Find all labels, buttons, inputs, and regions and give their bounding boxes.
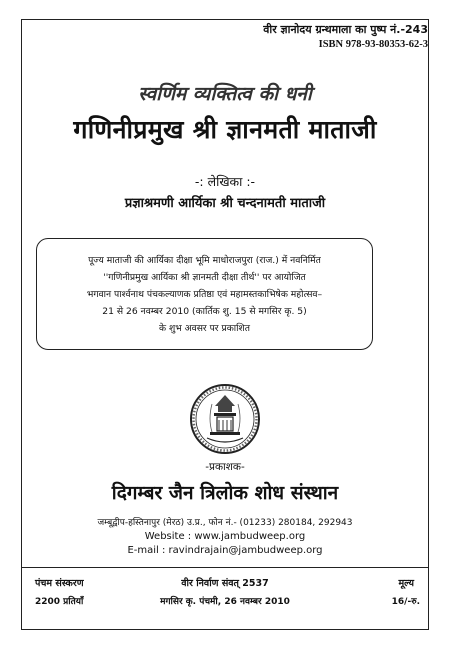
footer-divider [22,567,428,568]
email[interactable]: E-mail : ravindrajain@jambudweep.org [127,545,323,556]
series-number: वीर ज्ञानोदय ग्रन्थमाला का पुष्प नं.-243 [263,23,428,36]
era: वीर निर्वाण संवत् 2537 [181,578,269,589]
occasion-line: 21 से 26 नवम्बर 2010 (कार्तिक शु. 15 से मगसिर कृ. 5) [102,306,307,317]
author-name: प्रज्ञाश्रमणी आर्यिका श्री चन्दनामती माताजी [124,196,326,211]
occasion-box [36,238,373,350]
price: 16/-रु. [391,597,420,607]
book-title: गणिनीप्रमुख श्री ज्ञानमती माताजी [73,115,377,144]
copies: 2200 प्रतियाँ [35,597,84,607]
occasion-line: भगवान पार्श्वनाथ पंचकल्याणक प्रतिष्ठा एवं महामस्तकाभिषेक महोत्सव– [86,289,323,300]
website[interactable]: Website : www.jambudweep.org [144,531,306,542]
occasion-line: पूज्य माताजी की आर्यिका दीक्षा भूमि माधोराजपुरा (राज.) में नवनिर्मित [88,255,321,266]
publisher-address: जम्बूद्वीप-हस्तिनापुर (मेरठ) उ.प्र., फोन नं.- (01233) 280184, 292943 [97,518,353,528]
isbn: ISBN 978-93-80353-62-3 [318,39,428,50]
occasion-line: ''गणिनीप्रमुख आर्यिका श्री ज्ञानमती दीक्षा तीर्थ'' पर आयोजित [103,272,306,283]
publication-date: मगसिर कृ. पंचमी, 26 नवम्बर 2010 [160,597,290,607]
price-label: मूल्य [398,578,414,589]
edition-label: पंचम संस्करण [35,578,84,589]
book-subtitle: स्वर्णिम व्यक्तित्व की धनी [138,83,312,105]
occasion-line: के शुभ अवसर पर प्रकाशित [158,323,251,334]
publisher-name: दिगम्बर जैन त्रिलोक शोध संस्थान [111,482,339,504]
publisher-label: -प्रकाशक- [205,461,245,473]
institute-seal-icon [188,382,262,456]
author-label: -: लेखिका :- [194,174,256,189]
